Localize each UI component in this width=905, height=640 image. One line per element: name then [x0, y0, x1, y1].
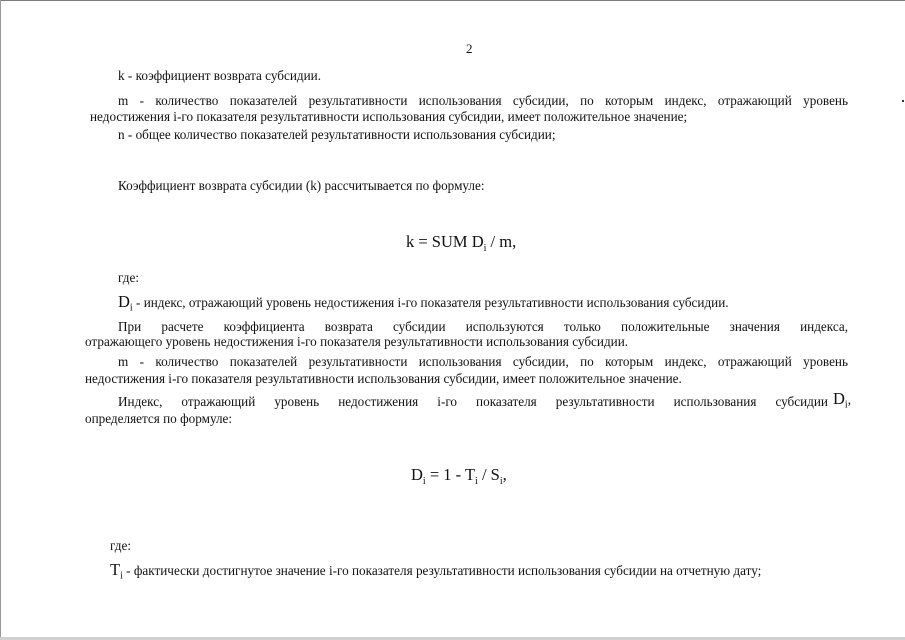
line-index-symbol	[833, 391, 851, 414]
formula-k-rest: / m	[486, 232, 513, 251]
formula-k-end: ,	[512, 232, 517, 251]
formula-d	[411, 465, 507, 492]
formula-k	[406, 232, 516, 259]
line-index-intro	[118, 394, 833, 410]
formula-d-mid: = 1 - T	[425, 465, 476, 484]
scan-top-edge	[0, 0, 905, 1]
formula-d-end: ,	[502, 465, 507, 484]
line-index-text: Индекс, отражающий уровень недостижения i-го показателя результативности использования субсидии	[118, 394, 828, 409]
line-ti-definition	[110, 562, 761, 585]
formula-t-sub: i	[475, 476, 478, 487]
formula-d-div: / S	[477, 465, 500, 484]
line-where-1: где:	[118, 270, 139, 285]
formula-s-sub: i	[499, 476, 503, 487]
line-formula-intro: Коэффициент возврата субсидии (k) рассчитывается по формуле:	[118, 178, 485, 193]
symbol-t-sub: i	[120, 570, 123, 582]
formula-d-sub: i	[422, 476, 426, 487]
formula-d-lhs: D	[411, 465, 423, 484]
line-m-definition: m - количество показателей результативности использования субсидии, по которым индекс, отражающий уровень	[118, 93, 848, 108]
line-positive-values: При расчете коэффициента возврата субсидии используются только положительные значения индекса,	[118, 319, 848, 334]
line-m-definition-2-cont: недостижения i-го показателя результативности использования субсидии, имеет положительное значение.	[85, 371, 682, 386]
scan-speck	[902, 100, 904, 102]
formula-k-sub: i	[483, 243, 487, 254]
line-index-intro-cont: определяется по формуле:	[85, 411, 233, 426]
line-m-definition-cont: недостижения i-го показателя результативности использования субсидии, имеет положительное значение;	[90, 109, 688, 124]
line-di-text: - индекс, отражающий уровень недостижения i-го показателя результативности использования субсидии.	[132, 295, 729, 310]
scan-left-edge	[0, 0, 1, 640]
symbol-d: D	[118, 292, 130, 311]
line-di-definition	[118, 294, 729, 317]
symbol-d-inline: D	[833, 389, 845, 408]
line-index-end: ,	[847, 392, 851, 407]
line-positive-values-cont: отражающего уровень недостижения i-го показателя результативности использования субсидии.	[85, 334, 629, 349]
line-where-2: где:	[110, 538, 131, 553]
line-m-definition-2: m - количество показателей результативности использования субсидии, по которым индекс, отражающий уровень	[118, 354, 848, 369]
line-n-definition: n - общее количество показателей результативности использования субсидии;	[118, 127, 556, 142]
symbol-d-sub: i	[129, 302, 133, 314]
symbol-d-inline-sub: i	[844, 399, 848, 411]
line-k-definition: k - коэффициент возврата субсидии.	[118, 68, 321, 83]
page-number: 2	[466, 41, 473, 56]
symbol-t: T	[110, 560, 121, 579]
formula-k-lhs: k = SUM D	[406, 232, 484, 251]
line-ti-text: - фактически достигнутое значение i-го показателя результативности использования субсидии на отчетную дату;	[122, 563, 762, 578]
